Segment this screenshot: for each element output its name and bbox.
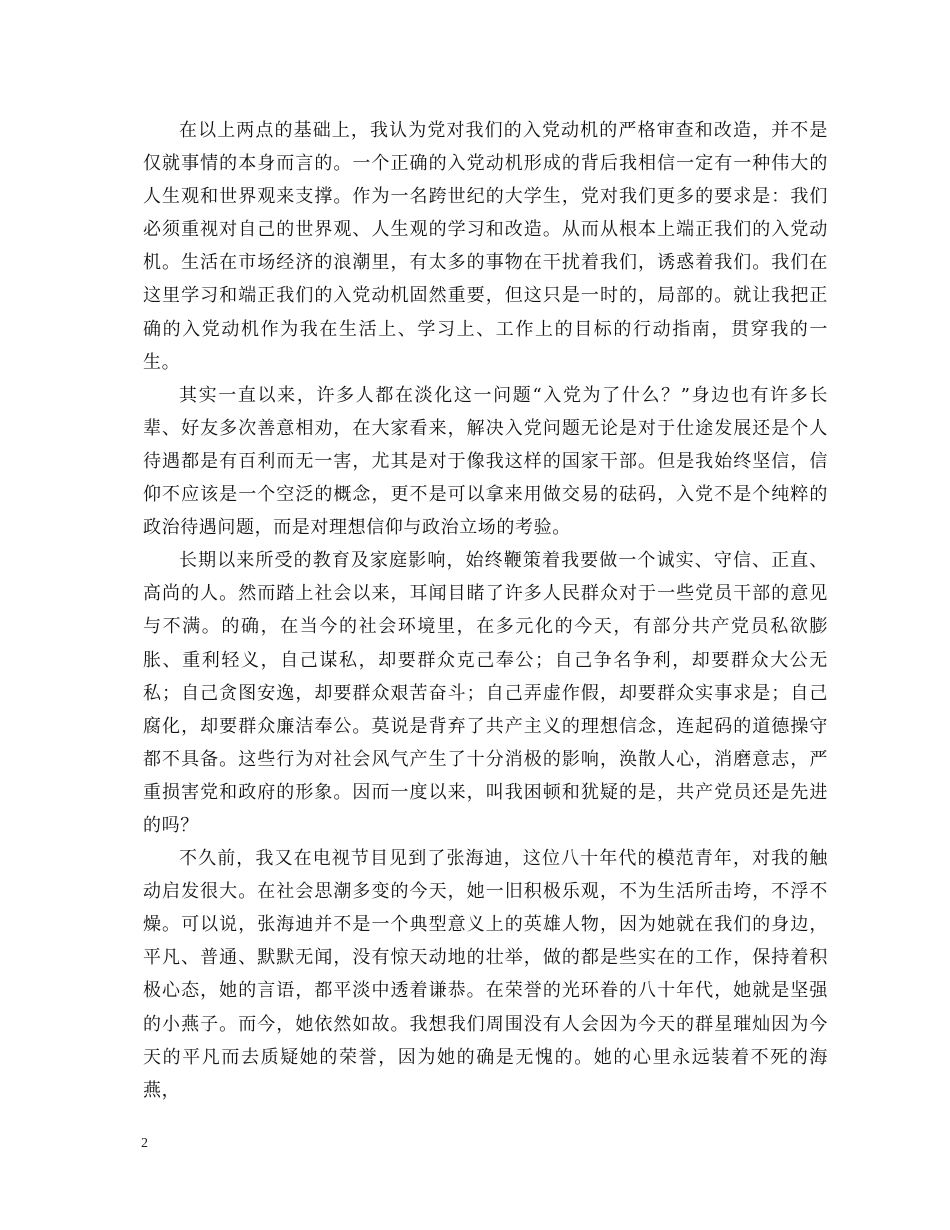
paragraph-1: 在以上两点的基础上，我认为党对我们的入党动机的严格审查和改造，并不是仅就事情的本身而言的。一个正确的入党动机形成的背后我相信一定有一种伟大的人生观和世界观来支撑。作为一名跨世纪的大学生，党对我们更多的要求是：我们必须重视对自己的世界观、人生观的学习和改造。从而从根本上端正我们的入党动机。生活在市场经济的浪潮里，有太多的事物在干扰着我们，诱惑着我们。我们在这里学习和端正我们的入党动机固然重要，但这只是一时的，局部的。就让我把正确的入党动机作为我在生活上、学习上、工作上的目标的行动指南，贯穿我的一生。 xyxy=(143,120,828,373)
paragraph-2: 其实一直以来，许多人都在淡化这一问题“入党为了什么？”身边也有许多长辈、好友多次善意相劝，在大家看来，解决入党问题无论是对于仕途发展还是个人待遇都是有百利而无一害，尤其是对于像我这样的国家干部。但是我始终坚信，信仰不应该是一个空泛的概念，更不是可以拿来用做交易的砝码，入党不是个纯粹的政治待遇问题，而是对理想信仰与政治立场的考验。 xyxy=(143,384,828,539)
paragraph-4: 不久前，我又在电视节目见到了张海迪，这位八十年代的模范青年，对我的触动启发很大。在社会思潮多变的今天，她一旧积极乐观，不为生活所击垮，不浮不燥。可以说，张海迪并不是一个典型意义上的英雄人物，因为她就在我们的身边，平凡、普通、默默无闻，没有惊天动地的壮举，做的都是些实在的工作，保持着积极心态，她的言语，都平淡中透着谦恭。在荣誉的光环眷的八十年代，她就是坚强的小燕子。而今，她依然如故。我想我们周围没有人会因为今天的群星璀灿因为今天的平凡而去质疑她的荣誉，因为她的确是无愧的。她的心里永远装着不死的海燕， xyxy=(143,848,828,1101)
page-number: 2 xyxy=(141,1136,148,1151)
document-body xyxy=(143,114,828,1107)
paragraph-3: 长期以来所受的教育及家庭影响，始终鞭策着我要做一个诚实、守信、正直、高尚的人。然而踏上社会以来，耳闻目睹了许多人民群众对于一些党员干部的意见与不满。的确，在当今的社会环境里，在多元化的今天，有部分共产党员私欲膨胀、重利轻义，自己谋私，却要群众克己奉公；自己争名争利，却要群众大公无私；自己贪图安逸，却要群众艰苦奋斗；自己弄虚作假，却要群众实事求是；自己腐化，却要群众廉洁奉公。莫说是背弃了共产主义的理想信念，连起码的道德操守都不具备。这些行为对社会风气产生了十分消极的影响，涣散人心，消磨意志，严重损害党和政府的形象。因而一度以来，叫我困顿和犹疑的是，共产党员还是先进的吗？ xyxy=(143,550,828,836)
